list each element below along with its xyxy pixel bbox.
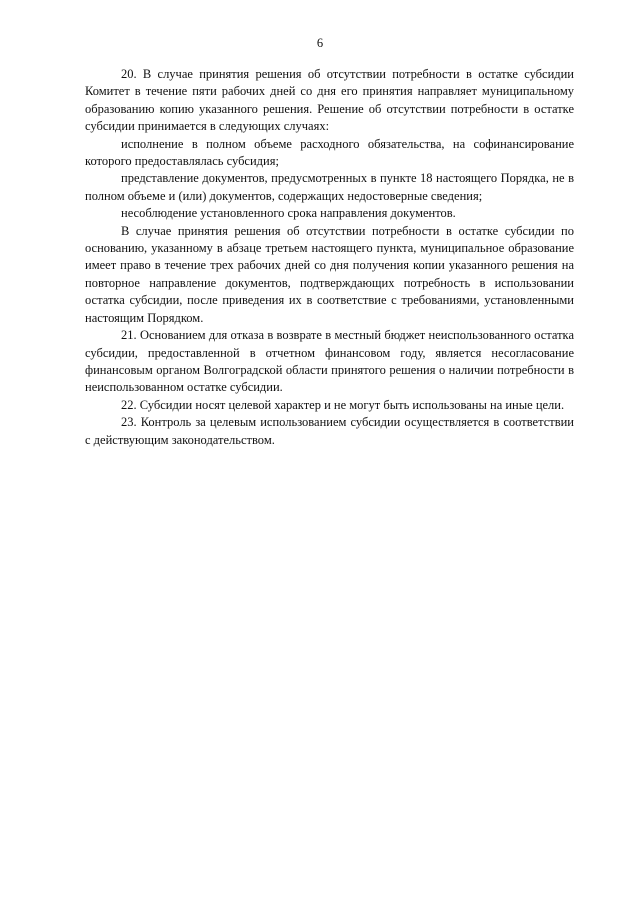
paragraph-22: 22. Субсидии носят целевой характер и не могут быть использованы на иные цели. xyxy=(121,397,565,412)
paragraph-case-incomplete-documents: представление документов, предусмотренных в пункте 18 настоящего Порядка, не в полном объеме и (или) документов, содержащих недостоверные сведения; xyxy=(85,171,574,203)
paragraph-case-full-execution: исполнение в полном объеме расходного обязательства, на софинансирование которого предоставлялась субсидия; xyxy=(85,136,574,169)
paragraph-case-deadline-violation: несоблюдение установленного срока направления документов. xyxy=(121,206,456,221)
page-number: 6 xyxy=(316,36,324,50)
document-body xyxy=(85,66,574,449)
paragraph-23: 23. Контроль за целевым использованием субсидии осуществляется в соответствии с действующим законодательством. xyxy=(85,415,574,447)
paragraph-20: 20. В случае принятия решения об отсутствии потребности в остатке субсидии Комитет в течение пяти рабочих дней со дня его принятия направляет муниципальному образованию копию указанного решения. Решение об отсутствии потребности в остатке субсидии принимается в следующих случаях: xyxy=(85,67,574,134)
paragraph-21: 21. Основанием для отказа в возврате в местный бюджет неиспользованного остатка субсидии, предоставленной в отчетном финансовом году, является несогласование финансовым органом Волгоградской области принятого решения о наличии потребности в неиспользованном остатке субсидии. xyxy=(85,328,574,395)
paragraph-resubmission-right: В случае принятия решения об отсутствии потребности в остатке субсидии по основанию, указанному в абзаце третьем настоящего пункта, муниципальное образование имеет право в течение трех рабочих дней со дня получения копии указанного решения на повторное направление документов, подтверждающих потребность в использовании остатка субсидии, после приведения их в соответствие с требованиями, установленными настоящим Порядком. xyxy=(85,223,574,325)
